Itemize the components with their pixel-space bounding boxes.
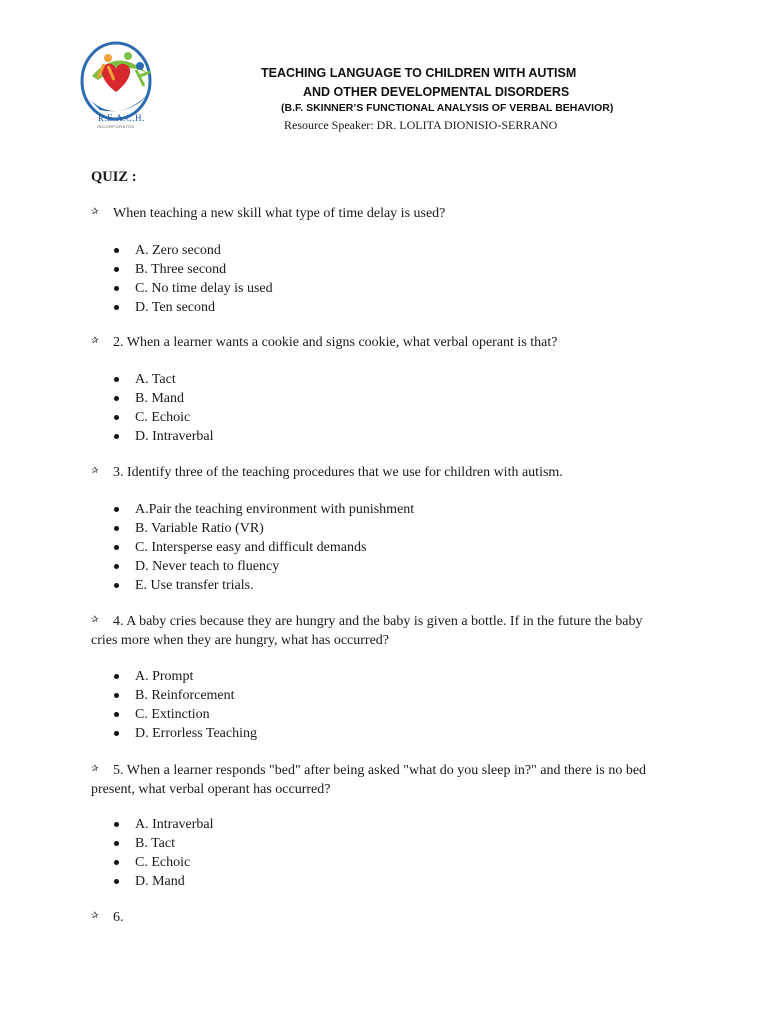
option-item bbox=[113, 500, 414, 519]
option-text: A.Pair the teaching environment with punishment bbox=[135, 502, 415, 517]
option-text: D. Never teach to fluency bbox=[135, 559, 280, 574]
header-subtitle: (B.F. SKINNER’S FUNCTIONAL ANALYSIS OF VERBAL BEHAVIOR) bbox=[281, 102, 614, 114]
bullet-dot-icon bbox=[114, 712, 119, 717]
option-text: C. Extinction bbox=[135, 707, 210, 722]
question-5 bbox=[91, 761, 671, 799]
option-item bbox=[113, 408, 214, 427]
option-text: B. Tact bbox=[135, 836, 175, 851]
option-item bbox=[113, 705, 257, 724]
option-text: C. Echoic bbox=[135, 410, 191, 425]
option-text: B. Three second bbox=[135, 262, 227, 277]
bullet-dot-icon bbox=[114, 507, 119, 512]
bullet-icon: ✰ bbox=[91, 465, 99, 475]
option-text: A. Tact bbox=[135, 372, 176, 387]
question-text: 6. bbox=[113, 910, 124, 925]
bullet-dot-icon bbox=[114, 860, 119, 865]
bullet-icon: ✰ bbox=[91, 910, 99, 920]
question-text: 3. Identify three of the teaching procedures that we use for children with autism. bbox=[113, 465, 563, 480]
option-item bbox=[113, 576, 414, 595]
option-text: B. Reinforcement bbox=[135, 688, 235, 703]
bullet-dot-icon bbox=[114, 545, 119, 550]
option-text: A. Prompt bbox=[135, 669, 194, 684]
question-4 bbox=[91, 612, 671, 650]
question-text: 5. When a learner responds "bed" after being asked "what do you sleep in?" and there is no bed present, what verbal operant has occurred? bbox=[91, 763, 647, 797]
option-item bbox=[113, 519, 414, 538]
option-item bbox=[113, 853, 214, 872]
bullet-dot-icon bbox=[114, 674, 119, 679]
option-item bbox=[113, 389, 214, 408]
quiz-title: QUIZ : bbox=[91, 169, 137, 185]
options-list-4 bbox=[113, 667, 257, 743]
option-text: E. Use transfer trials. bbox=[135, 578, 254, 593]
option-item bbox=[113, 686, 257, 705]
option-text: B. Mand bbox=[135, 391, 184, 406]
header-title-line-2: AND OTHER DEVELOPMENTAL DISORDERS bbox=[303, 85, 570, 99]
option-item bbox=[113, 834, 214, 853]
option-item bbox=[113, 557, 414, 576]
options-list-3 bbox=[113, 500, 414, 595]
option-text: A. Intraverbal bbox=[135, 817, 214, 832]
logo-caption: R.E.A.C.H. bbox=[98, 113, 145, 123]
bullet-dot-icon bbox=[114, 434, 119, 439]
option-item bbox=[113, 538, 414, 557]
option-item bbox=[113, 724, 257, 743]
question-text: 4. A baby cries because they are hungry and the baby is given a bottle. If in the future the baby cries more when they are hungry, what has occurred? bbox=[91, 614, 643, 648]
bullet-dot-icon bbox=[114, 286, 119, 291]
option-item bbox=[113, 370, 214, 389]
option-text: B. Variable Ratio (VR) bbox=[135, 521, 264, 536]
bullet-dot-icon bbox=[114, 248, 119, 253]
bullet-dot-icon bbox=[114, 879, 119, 884]
bullet-dot-icon bbox=[114, 267, 119, 272]
bullet-dot-icon bbox=[114, 822, 119, 827]
option-item bbox=[113, 241, 273, 260]
option-text: D. Ten second bbox=[135, 300, 216, 315]
bullet-dot-icon bbox=[114, 583, 119, 588]
option-item bbox=[113, 279, 273, 298]
option-text: A. Zero second bbox=[135, 243, 221, 258]
option-item bbox=[113, 815, 214, 834]
bullet-dot-icon bbox=[114, 693, 119, 698]
option-text: D. Mand bbox=[135, 874, 185, 889]
option-text: D. Intraverbal bbox=[135, 429, 214, 444]
bullet-dot-icon bbox=[114, 564, 119, 569]
option-item bbox=[113, 298, 273, 317]
bullet-dot-icon bbox=[114, 396, 119, 401]
option-item bbox=[113, 667, 257, 686]
bullet-icon: ✰ bbox=[91, 614, 99, 624]
option-item bbox=[113, 872, 214, 891]
bullet-dot-icon bbox=[114, 841, 119, 846]
option-text: C. Intersperse easy and difficult demands bbox=[135, 540, 367, 555]
bullet-icon: ✰ bbox=[91, 206, 99, 216]
header-title-line-1: TEACHING LANGUAGE TO CHILDREN WITH AUTISM bbox=[261, 66, 577, 80]
resource-speaker: Resource Speaker: DR. LOLITA DIONISIO-SERRANO bbox=[284, 118, 558, 132]
bullet-dot-icon bbox=[114, 305, 119, 310]
option-item bbox=[113, 260, 273, 279]
question-text: When teaching a new skill what type of time delay is used? bbox=[113, 206, 446, 221]
bullet-dot-icon bbox=[114, 415, 119, 420]
bullet-dot-icon bbox=[114, 526, 119, 531]
options-list-2 bbox=[113, 370, 214, 446]
options-list-5 bbox=[113, 815, 214, 891]
logo-subcaption: INCORPORATED bbox=[97, 124, 135, 129]
bullet-icon: ✰ bbox=[91, 335, 99, 345]
option-text: C. Echoic bbox=[135, 855, 191, 870]
bullet-dot-icon bbox=[114, 731, 119, 736]
question-3 bbox=[91, 463, 691, 482]
option-item bbox=[113, 427, 214, 446]
option-text: D. Errorless Teaching bbox=[135, 726, 258, 741]
question-1 bbox=[91, 204, 691, 223]
bullet-dot-icon bbox=[114, 377, 119, 382]
bullet-icon: ✰ bbox=[91, 763, 99, 773]
options-list-1 bbox=[113, 241, 273, 317]
question-text: 2. When a learner wants a cookie and signs cookie, what verbal operant is that? bbox=[113, 335, 558, 350]
question-2 bbox=[91, 333, 691, 352]
option-text: C. No time delay is used bbox=[135, 281, 273, 296]
question-6 bbox=[91, 908, 691, 927]
